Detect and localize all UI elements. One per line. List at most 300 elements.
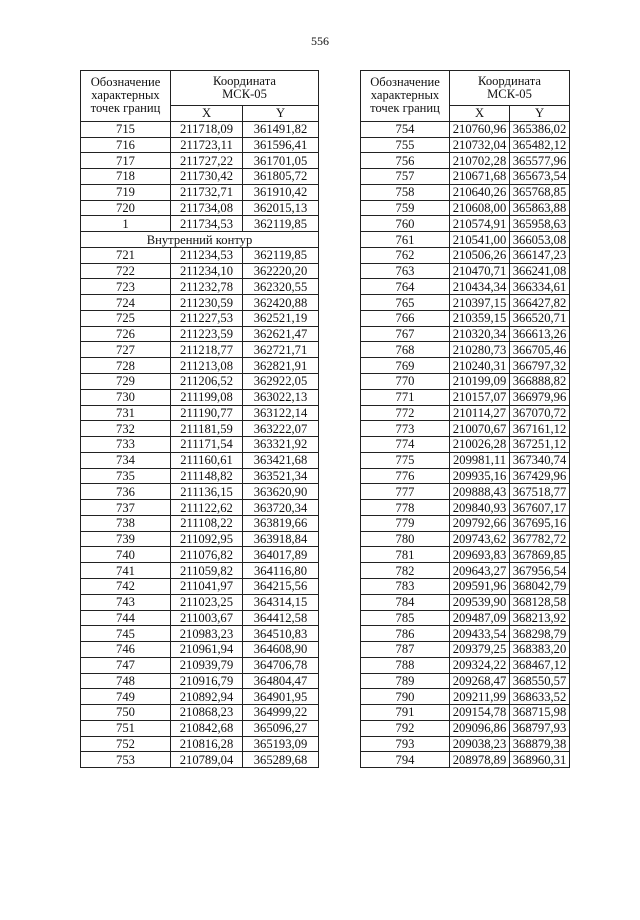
point-number-cell: 741 bbox=[81, 563, 171, 579]
x-cell: 209211,99 bbox=[450, 689, 510, 705]
table-row bbox=[361, 121, 570, 137]
x-cell: 209268,47 bbox=[450, 673, 510, 689]
x-cell: 211023,25 bbox=[171, 594, 243, 610]
table-row bbox=[81, 689, 319, 705]
point-number-cell: 757 bbox=[361, 169, 450, 185]
point-number-cell: 729 bbox=[81, 374, 171, 390]
y-cell: 368797,93 bbox=[510, 720, 570, 736]
table-row bbox=[81, 310, 319, 326]
y-cell: 368960,31 bbox=[510, 752, 570, 768]
y-cell: 362922,05 bbox=[243, 374, 319, 390]
point-number-cell: 749 bbox=[81, 689, 171, 705]
table-row bbox=[81, 626, 319, 642]
table-row bbox=[81, 358, 319, 374]
point-number-cell: 739 bbox=[81, 531, 171, 547]
point-number-cell: 786 bbox=[361, 626, 450, 642]
x-cell: 209840,93 bbox=[450, 500, 510, 516]
y-cell: 368213,92 bbox=[510, 610, 570, 626]
y-cell: 365096,27 bbox=[243, 720, 319, 736]
table-row bbox=[81, 184, 319, 200]
x-cell: 210816,28 bbox=[171, 736, 243, 752]
y-cell: 367695,16 bbox=[510, 515, 570, 531]
point-number-cell: 722 bbox=[81, 263, 171, 279]
point-number-cell: 740 bbox=[81, 547, 171, 563]
point-number-cell: 748 bbox=[81, 673, 171, 689]
point-number-cell: 724 bbox=[81, 295, 171, 311]
y-cell: 368879,38 bbox=[510, 736, 570, 752]
table-row bbox=[81, 421, 319, 437]
x-cell: 211230,59 bbox=[171, 295, 243, 311]
point-number-cell: 745 bbox=[81, 626, 171, 642]
point-number-cell: 716 bbox=[81, 137, 171, 153]
point-number-cell: 767 bbox=[361, 326, 450, 342]
x-cell: 210892,94 bbox=[171, 689, 243, 705]
table-row bbox=[361, 720, 570, 736]
y-cell: 366613,26 bbox=[510, 326, 570, 342]
x-cell: 211092,95 bbox=[171, 531, 243, 547]
point-number-cell: 730 bbox=[81, 389, 171, 405]
point-number-cell: 759 bbox=[361, 200, 450, 216]
y-header: Y bbox=[510, 106, 570, 122]
x-cell: 209743,62 bbox=[450, 531, 510, 547]
x-cell: 211108,22 bbox=[171, 515, 243, 531]
x-cell: 209038,23 bbox=[450, 736, 510, 752]
x-cell: 209487,09 bbox=[450, 610, 510, 626]
table-row bbox=[81, 610, 319, 626]
x-cell: 211171,54 bbox=[171, 437, 243, 453]
y-cell: 363720,34 bbox=[243, 500, 319, 516]
y-cell: 361805,72 bbox=[243, 169, 319, 185]
y-cell: 364901,95 bbox=[243, 689, 319, 705]
y-cell: 368715,98 bbox=[510, 705, 570, 721]
x-cell: 211148,82 bbox=[171, 468, 243, 484]
table-row bbox=[81, 531, 319, 547]
point-number-cell: 719 bbox=[81, 184, 171, 200]
designation-header: Обозначение характерных точек границ bbox=[81, 71, 171, 122]
x-cell: 210320,34 bbox=[450, 326, 510, 342]
x-cell: 210359,15 bbox=[450, 310, 510, 326]
x-cell: 211076,82 bbox=[171, 547, 243, 563]
y-cell: 362015,13 bbox=[243, 200, 319, 216]
point-number-cell: 771 bbox=[361, 389, 450, 405]
table-row bbox=[361, 137, 570, 153]
point-number-cell: 774 bbox=[361, 437, 450, 453]
point-number-cell: 772 bbox=[361, 405, 450, 421]
y-cell: 362119,85 bbox=[243, 216, 319, 232]
point-number-cell: 738 bbox=[81, 515, 171, 531]
y-cell: 361701,05 bbox=[243, 153, 319, 169]
table-row bbox=[81, 279, 319, 295]
y-cell: 364804,47 bbox=[243, 673, 319, 689]
table-row bbox=[361, 594, 570, 610]
x-cell: 210671,68 bbox=[450, 169, 510, 185]
y-cell: 362119,85 bbox=[243, 247, 319, 263]
point-number-cell: 779 bbox=[361, 515, 450, 531]
x-cell: 210434,34 bbox=[450, 279, 510, 295]
x-cell: 211190,77 bbox=[171, 405, 243, 421]
point-number-cell: 728 bbox=[81, 358, 171, 374]
y-cell: 363421,68 bbox=[243, 452, 319, 468]
table-row bbox=[361, 673, 570, 689]
page-number: 556 bbox=[311, 34, 329, 48]
y-cell: 365482,12 bbox=[510, 137, 570, 153]
y-cell: 365193,09 bbox=[243, 736, 319, 752]
y-cell: 368128,58 bbox=[510, 594, 570, 610]
point-number-cell: 720 bbox=[81, 200, 171, 216]
y-cell: 366427,82 bbox=[510, 295, 570, 311]
x-cell: 211136,15 bbox=[171, 484, 243, 500]
y-cell: 364510,83 bbox=[243, 626, 319, 642]
section-label: Внутренний контур bbox=[81, 232, 319, 248]
point-number-cell: 791 bbox=[361, 705, 450, 721]
point-number-cell: 763 bbox=[361, 263, 450, 279]
point-number-cell: 787 bbox=[361, 642, 450, 658]
x-cell: 211223,59 bbox=[171, 326, 243, 342]
y-cell: 368550,57 bbox=[510, 673, 570, 689]
table-row bbox=[81, 153, 319, 169]
table-row bbox=[361, 736, 570, 752]
point-number-cell: 746 bbox=[81, 642, 171, 658]
point-number-cell: 721 bbox=[81, 247, 171, 263]
y-cell: 368467,12 bbox=[510, 657, 570, 673]
point-number-cell: 732 bbox=[81, 421, 171, 437]
x-cell: 209792,66 bbox=[450, 515, 510, 531]
x-cell: 211727,22 bbox=[171, 153, 243, 169]
table-row bbox=[361, 578, 570, 594]
x-cell: 210541,00 bbox=[450, 232, 510, 248]
y-cell: 367429,96 bbox=[510, 468, 570, 484]
point-number-cell: 744 bbox=[81, 610, 171, 626]
x-cell: 210026,28 bbox=[450, 437, 510, 453]
table-row bbox=[81, 673, 319, 689]
table-row bbox=[361, 705, 570, 721]
x-cell: 211206,52 bbox=[171, 374, 243, 390]
x-cell: 210157,07 bbox=[450, 389, 510, 405]
y-cell: 365958,63 bbox=[510, 216, 570, 232]
table-row bbox=[361, 626, 570, 642]
point-number-cell: 770 bbox=[361, 374, 450, 390]
y-cell: 367070,72 bbox=[510, 405, 570, 421]
table-row bbox=[361, 468, 570, 484]
y-cell: 364608,90 bbox=[243, 642, 319, 658]
table-row bbox=[361, 263, 570, 279]
table-row bbox=[81, 705, 319, 721]
table-row bbox=[361, 610, 570, 626]
table-row bbox=[81, 137, 319, 153]
table-row bbox=[81, 594, 319, 610]
y-cell: 363521,34 bbox=[243, 468, 319, 484]
x-cell: 210916,79 bbox=[171, 673, 243, 689]
y-cell: 364215,56 bbox=[243, 578, 319, 594]
x-cell: 210732,04 bbox=[450, 137, 510, 153]
table-row bbox=[361, 642, 570, 658]
y-cell: 367251,12 bbox=[510, 437, 570, 453]
x-cell: 210961,94 bbox=[171, 642, 243, 658]
y-cell: 367869,85 bbox=[510, 547, 570, 563]
table-row bbox=[361, 452, 570, 468]
y-cell: 368633,52 bbox=[510, 689, 570, 705]
y-cell: 366888,82 bbox=[510, 374, 570, 390]
point-number-cell: 777 bbox=[361, 484, 450, 500]
y-cell: 362521,19 bbox=[243, 310, 319, 326]
x-cell: 211723,11 bbox=[171, 137, 243, 153]
point-number-cell: 784 bbox=[361, 594, 450, 610]
x-cell: 210574,91 bbox=[450, 216, 510, 232]
point-number-cell: 764 bbox=[361, 279, 450, 295]
table-row bbox=[81, 547, 319, 563]
point-number-cell: 783 bbox=[361, 578, 450, 594]
table-row bbox=[81, 247, 319, 263]
x-cell: 211734,08 bbox=[171, 200, 243, 216]
point-number-cell: 752 bbox=[81, 736, 171, 752]
table-row bbox=[361, 547, 570, 563]
point-number-cell: 731 bbox=[81, 405, 171, 421]
point-number-cell: 790 bbox=[361, 689, 450, 705]
table-row bbox=[81, 295, 319, 311]
x-cell: 211160,61 bbox=[171, 452, 243, 468]
point-number-cell: 775 bbox=[361, 452, 450, 468]
table-row bbox=[81, 342, 319, 358]
table-row bbox=[361, 437, 570, 453]
y-cell: 363022,13 bbox=[243, 389, 319, 405]
x-cell: 209888,43 bbox=[450, 484, 510, 500]
table-row bbox=[361, 232, 570, 248]
table-row bbox=[81, 657, 319, 673]
point-number-cell: 735 bbox=[81, 468, 171, 484]
x-cell: 211213,08 bbox=[171, 358, 243, 374]
x-cell: 211234,10 bbox=[171, 263, 243, 279]
point-number-cell: 756 bbox=[361, 153, 450, 169]
table-row bbox=[361, 295, 570, 311]
point-number-cell: 736 bbox=[81, 484, 171, 500]
y-cell: 362420,88 bbox=[243, 295, 319, 311]
y-cell: 364999,22 bbox=[243, 705, 319, 721]
x-cell: 211041,97 bbox=[171, 578, 243, 594]
y-cell: 367340,74 bbox=[510, 452, 570, 468]
y-cell: 363222,07 bbox=[243, 421, 319, 437]
table-row bbox=[361, 247, 570, 263]
x-cell: 211059,82 bbox=[171, 563, 243, 579]
point-number-cell: 727 bbox=[81, 342, 171, 358]
table-row bbox=[81, 484, 319, 500]
x-cell: 209981,11 bbox=[450, 452, 510, 468]
table-row bbox=[361, 405, 570, 421]
table-row bbox=[81, 389, 319, 405]
coordinate-header: Координата МСК-05 bbox=[450, 71, 570, 106]
table-row bbox=[81, 720, 319, 736]
y-cell: 366520,71 bbox=[510, 310, 570, 326]
x-cell: 210608,00 bbox=[450, 200, 510, 216]
y-cell: 364706,78 bbox=[243, 657, 319, 673]
x-cell: 211218,77 bbox=[171, 342, 243, 358]
y-cell: 365768,85 bbox=[510, 184, 570, 200]
table-row bbox=[81, 468, 319, 484]
y-cell: 366053,08 bbox=[510, 232, 570, 248]
x-cell: 211732,71 bbox=[171, 184, 243, 200]
x-cell: 211122,62 bbox=[171, 500, 243, 516]
x-cell: 209324,22 bbox=[450, 657, 510, 673]
y-cell: 366705,46 bbox=[510, 342, 570, 358]
y-cell: 366979,96 bbox=[510, 389, 570, 405]
table-row bbox=[81, 578, 319, 594]
x-cell: 210789,04 bbox=[171, 752, 243, 768]
x-cell: 209433,54 bbox=[450, 626, 510, 642]
point-number-cell: 769 bbox=[361, 358, 450, 374]
table-row bbox=[361, 531, 570, 547]
x-cell: 211730,42 bbox=[171, 169, 243, 185]
point-number-cell: 717 bbox=[81, 153, 171, 169]
point-number-cell: 737 bbox=[81, 500, 171, 516]
x-cell: 209379,25 bbox=[450, 642, 510, 658]
x-cell: 209096,86 bbox=[450, 720, 510, 736]
table-row bbox=[81, 200, 319, 216]
table-row bbox=[81, 752, 319, 768]
table-row bbox=[81, 326, 319, 342]
y-cell: 367607,17 bbox=[510, 500, 570, 516]
y-cell: 363321,92 bbox=[243, 437, 319, 453]
y-cell: 365673,54 bbox=[510, 169, 570, 185]
point-number-cell: 725 bbox=[81, 310, 171, 326]
x-cell: 210983,23 bbox=[171, 626, 243, 642]
table-row bbox=[361, 200, 570, 216]
table-row bbox=[361, 500, 570, 516]
point-number-cell: 751 bbox=[81, 720, 171, 736]
table-row bbox=[81, 736, 319, 752]
point-number-cell: 761 bbox=[361, 232, 450, 248]
y-cell: 365289,68 bbox=[243, 752, 319, 768]
point-number-cell: 792 bbox=[361, 720, 450, 736]
y-cell: 365577,96 bbox=[510, 153, 570, 169]
point-number-cell: 742 bbox=[81, 578, 171, 594]
point-number-cell: 754 bbox=[361, 121, 450, 137]
table-row bbox=[81, 374, 319, 390]
coordinates-table-right bbox=[360, 70, 570, 768]
table-row bbox=[361, 515, 570, 531]
y-cell: 364412,58 bbox=[243, 610, 319, 626]
point-number-cell: 766 bbox=[361, 310, 450, 326]
point-number-cell: 794 bbox=[361, 752, 450, 768]
table-row bbox=[361, 752, 570, 768]
x-cell: 210070,67 bbox=[450, 421, 510, 437]
table-row bbox=[81, 263, 319, 279]
table-row bbox=[361, 310, 570, 326]
table-row bbox=[361, 358, 570, 374]
y-cell: 368298,79 bbox=[510, 626, 570, 642]
y-cell: 365386,02 bbox=[510, 121, 570, 137]
coordinates-table-left bbox=[80, 70, 319, 768]
table-row bbox=[361, 326, 570, 342]
x-cell: 210114,27 bbox=[450, 405, 510, 421]
point-number-cell: 789 bbox=[361, 673, 450, 689]
table-row bbox=[361, 563, 570, 579]
table-row bbox=[81, 405, 319, 421]
point-number-cell: 778 bbox=[361, 500, 450, 516]
table-row bbox=[361, 689, 570, 705]
y-cell: 363918,84 bbox=[243, 531, 319, 547]
point-number-cell: 726 bbox=[81, 326, 171, 342]
point-number-cell: 1 bbox=[81, 216, 171, 232]
x-header: X bbox=[450, 106, 510, 122]
y-cell: 367956,54 bbox=[510, 563, 570, 579]
point-number-cell: 743 bbox=[81, 594, 171, 610]
x-cell: 210939,79 bbox=[171, 657, 243, 673]
point-number-cell: 768 bbox=[361, 342, 450, 358]
table-row bbox=[81, 563, 319, 579]
table-row bbox=[361, 216, 570, 232]
y-cell: 364017,89 bbox=[243, 547, 319, 563]
point-number-cell: 734 bbox=[81, 452, 171, 468]
table-row bbox=[361, 184, 570, 200]
y-cell: 362721,71 bbox=[243, 342, 319, 358]
point-number-cell: 715 bbox=[81, 121, 171, 137]
table-row bbox=[361, 342, 570, 358]
point-number-cell: 785 bbox=[361, 610, 450, 626]
table-row bbox=[361, 374, 570, 390]
table-row bbox=[81, 642, 319, 658]
x-cell: 209935,16 bbox=[450, 468, 510, 484]
point-number-cell: 781 bbox=[361, 547, 450, 563]
table-row bbox=[81, 121, 319, 137]
table-row bbox=[361, 657, 570, 673]
table-row bbox=[361, 169, 570, 185]
y-cell: 362821,91 bbox=[243, 358, 319, 374]
table-row bbox=[81, 437, 319, 453]
x-cell: 209693,83 bbox=[450, 547, 510, 563]
y-cell: 366334,61 bbox=[510, 279, 570, 295]
x-cell: 210702,28 bbox=[450, 153, 510, 169]
x-cell: 210640,26 bbox=[450, 184, 510, 200]
x-cell: 209154,78 bbox=[450, 705, 510, 721]
x-cell: 211734,53 bbox=[171, 216, 243, 232]
x-cell: 210397,15 bbox=[450, 295, 510, 311]
point-number-cell: 733 bbox=[81, 437, 171, 453]
table-row bbox=[361, 389, 570, 405]
point-number-cell: 793 bbox=[361, 736, 450, 752]
point-number-cell: 758 bbox=[361, 184, 450, 200]
table-row bbox=[81, 500, 319, 516]
point-number-cell: 760 bbox=[361, 216, 450, 232]
x-cell: 208978,89 bbox=[450, 752, 510, 768]
x-cell: 210760,96 bbox=[450, 121, 510, 137]
point-number-cell: 755 bbox=[361, 137, 450, 153]
x-cell: 209643,27 bbox=[450, 563, 510, 579]
point-number-cell: 776 bbox=[361, 468, 450, 484]
y-cell: 368383,20 bbox=[510, 642, 570, 658]
x-cell: 209591,96 bbox=[450, 578, 510, 594]
table-row bbox=[361, 484, 570, 500]
point-number-cell: 780 bbox=[361, 531, 450, 547]
table-row bbox=[361, 279, 570, 295]
y-header: Y bbox=[243, 106, 319, 122]
x-cell: 210506,26 bbox=[450, 247, 510, 263]
x-cell: 210280,73 bbox=[450, 342, 510, 358]
x-cell: 209539,90 bbox=[450, 594, 510, 610]
point-number-cell: 765 bbox=[361, 295, 450, 311]
designation-header: Обозначение характерных точек границ bbox=[361, 71, 450, 122]
y-cell: 364314,15 bbox=[243, 594, 319, 610]
y-cell: 367782,72 bbox=[510, 531, 570, 547]
table-row bbox=[361, 153, 570, 169]
point-number-cell: 788 bbox=[361, 657, 450, 673]
x-cell: 210868,23 bbox=[171, 705, 243, 721]
section-row bbox=[81, 232, 319, 248]
y-cell: 366241,08 bbox=[510, 263, 570, 279]
x-header: X bbox=[171, 106, 243, 122]
x-cell: 211199,08 bbox=[171, 389, 243, 405]
coordinate-header: Координата МСК-05 bbox=[171, 71, 319, 106]
x-cell: 210240,31 bbox=[450, 358, 510, 374]
y-cell: 361910,42 bbox=[243, 184, 319, 200]
